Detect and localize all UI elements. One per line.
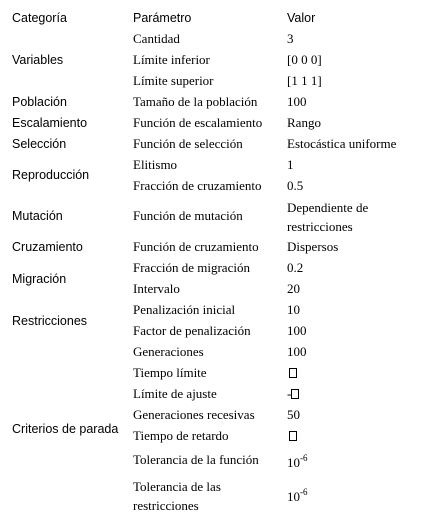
param-generaciones: Generaciones <box>133 344 204 359</box>
param-limite-ajuste: Límite de ajuste <box>133 386 217 401</box>
category-poblacion: Población <box>12 95 67 109</box>
value-factor-penalizacion: 100 <box>287 323 307 338</box>
param-fraccion-cruzamiento: Fracción de cruzamiento <box>133 178 262 193</box>
value-funcion-cruzamiento: Dispersos <box>287 239 339 254</box>
value-limite-ajuste <box>287 386 299 402</box>
param-tiempo-retardo: Tiempo de retardo <box>133 428 229 443</box>
param-elitismo: Elitismo <box>133 157 178 172</box>
param-funcion-mutacion: Función de mutación <box>133 208 243 223</box>
param-funcion-seleccion: Función de selección <box>133 136 243 151</box>
header-categoria: Categoría <box>12 11 67 25</box>
value-exponent: -6 <box>300 487 308 497</box>
minus-sign: - <box>287 386 292 401</box>
value-penalizacion-inicial: 10 <box>287 302 300 317</box>
header-parametro: Parámetro <box>133 11 192 25</box>
infinity-glyph-box-icon <box>289 365 297 381</box>
value-tolerancia-funcion <box>287 455 308 471</box>
value-funcion-seleccion: Estocástica uniforme <box>287 136 397 151</box>
value-exponent: -6 <box>300 453 308 463</box>
param-intervalo: Intervalo <box>133 281 180 296</box>
value-elitismo: 1 <box>287 157 294 172</box>
category-criterios-parada: Criterios de parada <box>12 422 119 436</box>
param-limite-inferior: Límite inferior <box>133 52 210 67</box>
value-limite-inferior: [0 0 0] <box>287 52 322 67</box>
category-mutacion: Mutación <box>12 209 63 223</box>
category-cruzamiento: Cruzamiento <box>12 240 83 254</box>
value-base: 10 <box>287 455 300 470</box>
value-limite-superior: [1 1 1] <box>287 73 322 88</box>
value-tolerancia-restricciones <box>287 489 308 505</box>
infinity-glyph-box-icon <box>289 428 297 444</box>
value-base: 10 <box>287 489 300 504</box>
param-penalizacion-inicial: Penalización inicial <box>133 302 236 317</box>
value-fraccion-migracion: 0.2 <box>287 260 304 275</box>
param-factor-penalizacion: Factor de penalización <box>133 323 251 338</box>
param-limite-superior: Límite superior <box>133 73 214 88</box>
category-escalamiento: Escalamiento <box>12 116 88 130</box>
category-reproduccion: Reproducción <box>12 168 90 182</box>
category-migracion: Migración <box>12 272 67 286</box>
category-variables: Variables <box>12 53 64 67</box>
value-generaciones: 100 <box>287 344 307 359</box>
value-tamano-poblacion: 100 <box>287 94 307 109</box>
value-intervalo: 20 <box>287 281 300 296</box>
header-valor: Valor <box>287 11 316 25</box>
param-tamano-poblacion: Tamaño de la población <box>133 94 258 109</box>
value-cantidad: 3 <box>287 31 294 46</box>
param-funcion-cruzamiento: Función de cruzamiento <box>133 239 259 254</box>
param-tolerancia-restricciones: Tolerancia de las restricciones <box>133 479 221 513</box>
param-fraccion-migracion: Fracción de migración <box>133 260 250 275</box>
category-restricciones: Restricciones <box>12 314 88 328</box>
value-fraccion-cruzamiento: 0.5 <box>287 178 304 193</box>
param-tiempo-limite: Tiempo límite <box>133 365 207 380</box>
param-funcion-escalamiento: Función de escalamiento <box>133 115 263 130</box>
param-generaciones-recesivas: Generaciones recesivas <box>133 407 255 422</box>
param-cantidad: Cantidad <box>133 31 180 46</box>
value-funcion-mutacion: Dependiente de restricciones <box>287 200 369 234</box>
value-funcion-escalamiento: Rango <box>287 115 321 130</box>
category-seleccion: Selección <box>12 137 67 151</box>
value-generaciones-recesivas: 50 <box>287 407 300 422</box>
infinity-glyph-box-icon <box>291 389 299 399</box>
param-tolerancia-funcion: Tolerancia de la función <box>133 452 259 467</box>
